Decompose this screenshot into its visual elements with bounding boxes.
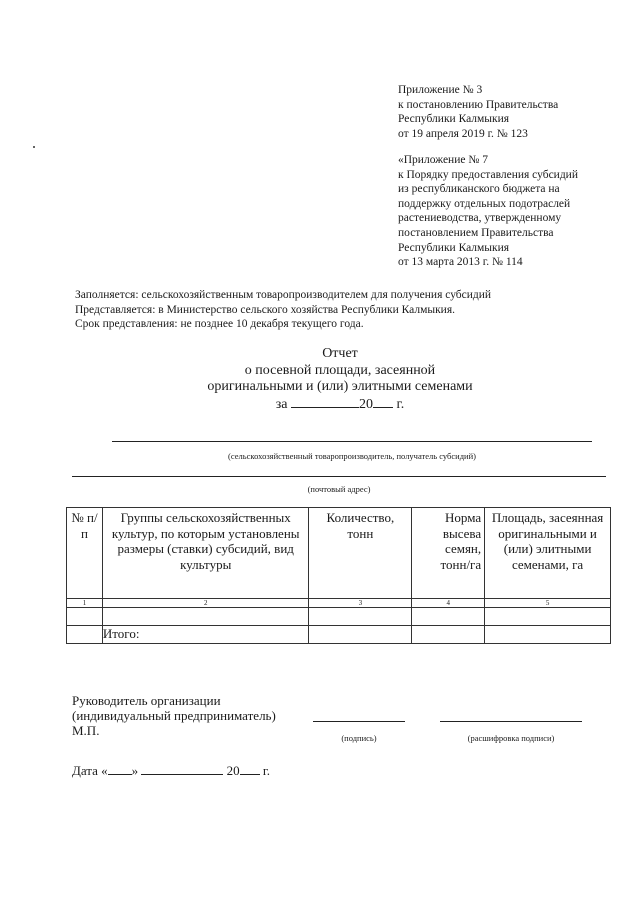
- filled-by-text: Заполняется: сельскохозяйственным товаропроизводителем для получения субсидий: [75, 289, 492, 301]
- number-cell: 1: [67, 599, 103, 608]
- period-suffix: г.: [396, 396, 405, 412]
- appendix-line: из республиканского бюджета на: [398, 183, 560, 196]
- signature-decode-field[interactable]: [440, 721, 582, 722]
- entrepreneur-label: (индивидуальный предприниматель): [72, 708, 276, 723]
- appendix-line: поддержку отдельных подотраслей: [398, 197, 571, 210]
- day-blank[interactable]: [108, 763, 132, 775]
- appendix-line: растениеводства, утвержденному: [398, 212, 562, 225]
- report-title: [160, 346, 520, 413]
- date-prefix: Дата «: [72, 763, 108, 778]
- address-field[interactable]: [72, 476, 606, 477]
- date-suffix: г.: [262, 763, 271, 778]
- form-instructions: [75, 288, 491, 332]
- appendix-line: к Порядку предоставления субсидий: [398, 168, 578, 181]
- table-cell[interactable]: [67, 608, 103, 626]
- signature-block: [72, 693, 276, 738]
- period-prefix: за: [275, 396, 288, 412]
- head-label: Руководитель организации: [72, 693, 221, 708]
- table-cell[interactable]: [102, 608, 309, 626]
- month-blank[interactable]: [141, 763, 223, 775]
- signature-decode-caption: (расшифровка подписи): [467, 733, 555, 743]
- header-cell: Группы сельскохозяйственных культур, по которым установлены размеры (ставки) субсидий, вид культуры: [102, 508, 309, 599]
- number-cell: 2: [102, 599, 309, 608]
- period-blank[interactable]: [291, 396, 359, 408]
- table-total-row: [67, 626, 611, 644]
- table-number-row: [67, 599, 611, 608]
- header-cell: Количество, тонн: [309, 508, 412, 599]
- title-line-2: о посевной площади, засеянной: [244, 362, 436, 378]
- address-caption: (почтовый адрес): [307, 484, 371, 494]
- table-header-row: [67, 508, 611, 599]
- table-cell[interactable]: [485, 608, 611, 626]
- submitted-to-text: Представляется: в Министерство сельского хозяйства Республики Калмыкия.: [75, 303, 455, 316]
- number-cell: 4: [412, 599, 485, 608]
- stamp-label: М.П.: [72, 723, 100, 738]
- header-cell: № п/п: [67, 508, 103, 599]
- appendix-header: [398, 83, 558, 141]
- header-cell: Площадь, засеянная оригинальными и (или) элитными семенами, га: [485, 508, 611, 599]
- title-line-3: оригинальными и (или) элитными семенами: [207, 379, 473, 394]
- number-cell: 5: [485, 599, 611, 608]
- appendix-line: от 19 апреля 2019 г. № 123: [398, 127, 528, 140]
- date-line: [72, 763, 270, 779]
- stray-dot: [33, 146, 35, 148]
- table-row: [67, 608, 611, 626]
- header-cell: Норма высева семян, тонн/га: [412, 508, 485, 599]
- table-cell[interactable]: [309, 608, 412, 626]
- date-year-blank[interactable]: [240, 763, 260, 775]
- date-year: 20: [226, 763, 240, 778]
- table-cell[interactable]: [412, 626, 485, 644]
- year-blank[interactable]: [373, 396, 393, 408]
- table-cell[interactable]: [309, 626, 412, 644]
- deadline-text: Срок представления: не позднее 10 декабря текущего года.: [75, 318, 364, 331]
- appendix-line: постановлением Правительства: [398, 226, 554, 239]
- appendix-line: к постановлению Правительства: [398, 98, 559, 111]
- period-year-prefix: 20: [359, 396, 374, 412]
- report-table: [66, 507, 611, 644]
- producer-caption: (сельскохозяйственный товаропроизводитель, получатель субсидий): [228, 451, 476, 461]
- title-period-line: [160, 396, 520, 414]
- appendix-line: Республики Калмыкия: [398, 113, 510, 126]
- date-mid: »: [131, 763, 139, 778]
- title-line-1: Отчет: [322, 346, 358, 361]
- table-cell[interactable]: [485, 626, 611, 644]
- producer-field[interactable]: [112, 441, 592, 442]
- appendix-line: «Приложение № 7: [398, 154, 488, 166]
- table-cell[interactable]: [412, 608, 485, 626]
- signature-caption: (подпись): [341, 733, 377, 743]
- appendix-line: Республики Калмыкия: [398, 241, 510, 254]
- signature-field[interactable]: [313, 721, 405, 722]
- number-cell: 3: [309, 599, 412, 608]
- total-label: Итого:: [102, 626, 309, 644]
- table-cell: [67, 626, 103, 644]
- appendix-line: от 13 марта 2013 г. № 114: [398, 256, 523, 269]
- appendix-line: Приложение № 3: [398, 84, 483, 96]
- appendix-inner-header: [398, 153, 578, 270]
